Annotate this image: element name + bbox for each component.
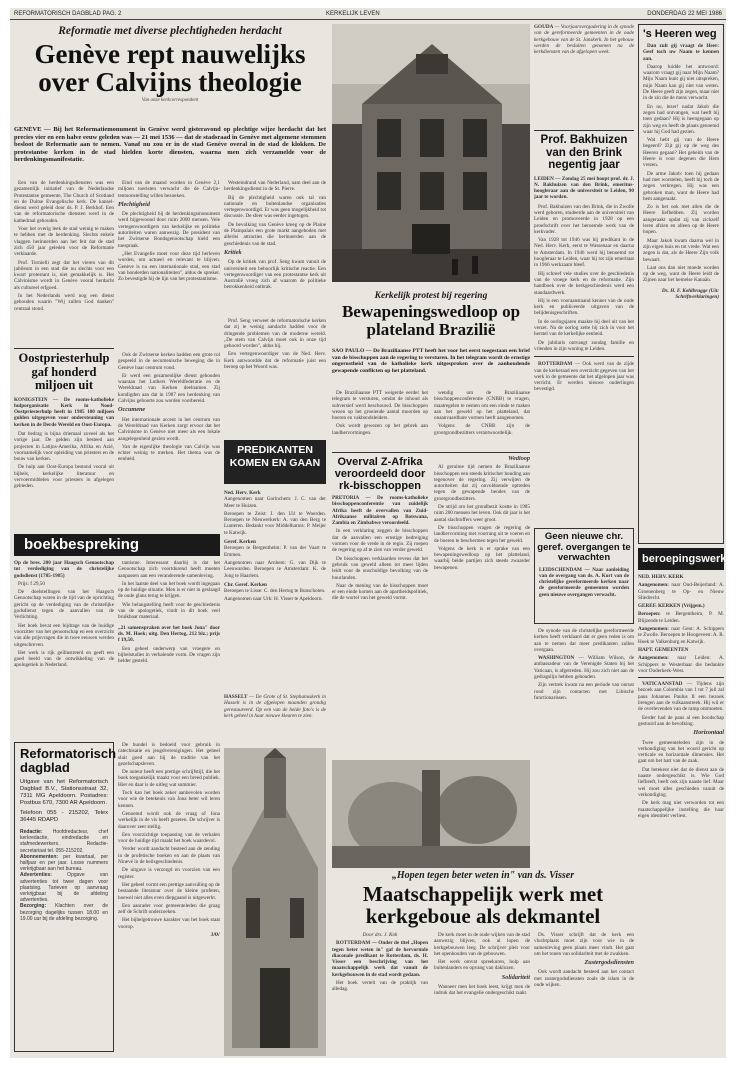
running-head [10, 8, 726, 20]
maatschappelijk-col-2: De kerk moet in de oude wijken van de stad aanwezig blijven, ook al lopen de kerkgebouwen leeg. De schrijver pleit voor het openhouden van de gebouwen. Het werk omvat spreekuren, hulp aan buitenlanders en opvang van daklozen. Solidariteit Wanneer men het boek leest, krijgt men de indruk dat het evangelie ondergeschikt raakt. [434, 932, 530, 997]
hasselt-interior-illustration [332, 760, 530, 868]
wedloop-subhead: Wedloop [508, 456, 530, 462]
brazilie-kicker: Kerkelijk protest bij regering [374, 291, 488, 301]
bakhuizen-dateline: LEIDEN — Zondag 25 mei hoopt prof. dr. J. N. Bakhuizen van den Brink, emeritus-hoogleraar aan de universiteit te Leiden, 90 jaar te worden. [534, 175, 634, 201]
lead-headline: Genève rept nauwelijks over Calvijns theologie [34, 39, 306, 97]
predikanten-list: Ned. Herv. Kerk Aangenomen naar Gorinchem: J. C. van der Meer te Huizen. Beroepen te Zeist: J. den Uil te Woerden. Beroepen te Nieuwerkerk: A. van den Berg te Lunteren. Bedankt voor Middelharnis: P. Meijer te Katwijk. Geref. Kerken Beroepen te Bergentheim: P. van der Vaart te Emmen. Aangenomen naar Arnhem: G. van Dijk te Leeuwarden. Beroepen te Amsterdam: K. de Jong te Haarlem. Chr. Geref. Kerken Beroepen te Lisse: C. den Hertog te Bunschoten. Aangenomen naar Urk: H. Visser te Apeldoorn. [224, 490, 326, 603]
boekbespreking-col-2b: De bundel is bedoeld voor gebruik in catechisatie en jeugdverenigingen. Het geheel sluit goed aan bij de traditie van het gezelschapsleven. De auteur heeft een prettige schrijfstijl, die het boek toegankelijk maakt voor een breed publiek. Hier en daar is de uitleg wat summier. Toch kan het boek zeker aanbevolen worden voor wie de betekenis van Jona beter wil leren kennen. Genoemd wordt ook de vraag of Jona werkelijk in de vis heeft gezeten. De schrijver is daarover zeer stellig. Een voorzichtige toepassing van de verhalen voor de huidige tijd maakt het boek waardevol. Verder wordt aandacht besteed aan de zending in de profetische boeken en aan de plaats van Ninevé in de heilsgeschiedenis. De uitgave is verzorgd en voorzien van een register. Het geheel vormt een prettige aanvulling op de bestaande literatuur over de kleine profeten, hoewel niet alles even diepgaand is uitgewerkt. Een aanrader voor gemeenteleden die graag zelf de Schrift onderzoeken. Het bijbelgetrouwe karakter van het boek staat voorop. JAV [118, 742, 220, 939]
photo-bottom-caption-text: De Grote of St. Stephanuskerk in Hasselt is in de afgelopen maanden grondig gerestaureerd. Op een van de beide foto's is de kerk geheel in haar nieuwe kleuren te zien. [224, 694, 326, 719]
boek-review-title: Op de bres. 200 jaar Haagsch Genootschap tot verdediging van de christelijke godsdienst (1785-1985) [14, 560, 114, 579]
lead-kicker: Reformatie met diverse plechtigheden herdacht [58, 25, 282, 37]
predikanten-text-1: Aangenomen naar Gorinchem: J. C. van der Meer te Huizen. [224, 496, 326, 509]
boekbespreking-banner: boekbespreking [14, 534, 220, 556]
lead-body-col-3b: Prof. Seng verweet de reformatorische kerken dat zij te weinig aandacht hadden voor de dringende problemen van de moderne wereld. „De stem van Calvijn moet ook in onze tijd gehoord worden", aldus hij. Een vertegenwoordiger van de Ned. Herv. Kerk antwoordde dat de reformatie juist een beroep op het Woord was. [224, 318, 326, 371]
geen-nieuwe-box [534, 528, 634, 624]
photo-top-caption: GOUDA — Voorjaarsvergadering in de synode van de gereformeerde gemeenten in de oude kerkgebouw van de St. Janskerk. In het gebouw werden de besluiten genomen na de kerkdiensten van de afgelopen week. [534, 24, 634, 56]
afrika-col-2: Wedloop Al geruime tijd nemen de Braziliaanse bisschoppen een steeds kritischer houding aan tegenover de regering. Zij verwijten de autoriteiten dat zij onvoldoende optreden tegen de gewapende bendes van de grootgrondbezitters. De strijd om het grondbezit kostte in 1985 ruim 200 mensen het leven. Ook dit jaar is het aantal slachtoffers weer groot. De bisschoppen vragen de regering de landhervorming met voorrang uit te voeren en de boeren te beschermen tegen het geweld. Volgens de kerk is er sprake van een bewapeningswedloop op het platteland, waarbij beide partijen zich steeds zwaarder bewapenen. [434, 456, 530, 571]
brazilie-col-2: wendig om de Braziliaanse bisschoppenconferentie (CNBB) te vragen, maatregelen te nemen om een einde te maken aan het geweld op het platteland, dat onaanvaardbare vormen heeft aangenomen. Volgens de CNBB zijn de grootgrondbezitters verantwoordelijk. [434, 390, 530, 436]
maatschappelijk-col-1: Door drs. J. Kok ROTTERDAM — Onder de titel „Hopen tegen beter weten in" gaf de hervormde diaconale predikant te Rotterdam, ds. H. Visser een beschrijving van het maatschappelijk werk dat vanuit de kerkgebouwen in de stad wordt gedaan. Het boek vertelt van de praktijk van alledag. [332, 932, 428, 993]
brazilie-dateline: SAO PAULO — De Braziliaanse PTT heeft het voor het eerst toegestaan een brief van de bisschoppen aan de regering te versturen. In het telegram wordt de ernstige ongerustheid van de katholieke kerk uitgesproken over de aanhoudende gewapende conflicten op het platteland. [332, 348, 530, 374]
running-head-left: REFORMATORISCH DAGBLAD PAG. 2 [14, 11, 122, 17]
geen-nieuwe-headline: Geen nieuwe chr. geref. overgangen te verwachten [537, 531, 631, 563]
ostpriester-dateline: KONIGSTEIN — De rooms-katholieke hulporganisatie Kerk in Nood-Oostpriesterhulp heeft in 1985 100 miljoen gulden uitgegeven voor ondersteuning van kerken in de Derde Wereld en Oost-Europa. [14, 396, 114, 428]
photo-bottom-caption: HASSELT — De Grote of St. Stephanuskerk in Hasselt is in de afgelopen maanden grondig gerestaureerd. Op een van de beide foto's is de kerk geheel in haar nieuwe kleuren te zien. [224, 692, 326, 748]
heeren-weg-box: 's Heeren weg Dan zult gij vraagt de Heer: Geef toch uw Naam te kennen aan. Daarop luidde het antwoord: waarom vraagt gij naar Mijn Naam? Mijn Naam kunt gij niet uitspreken, mijn Naam kan gij niet van weten. De Heere geeft zijn zegen, maar niet in de zin die de mens verwacht. En nu, lezer! nadat Jakob die zegen had ontvangen, wat heeft hij toen gedaan? Hij is heengegaan op zijn weg en heeft de plaats genoemd waar hij God had gezien. Wat hebt gij van de Heere begeerd? Zijt gij op de weg des Heeren gegaan? Het geheim van de Heere is voor degenen die Hem vrezen. De arme Jakob: toen hij gedaan had met worstelen, heeft hij toch de zegen verkregen. Hij was een gebroken man, want de Heere had hem aangeraakt. Zo is het ook met allen die de Heere liefhebben. Zij worden aangeraakt opdat zij van zichzelf leren afzien en alleen op de Heere hopen. Maar Jakob kwam daarna wel in zijn eigen huis en tot vrede. Wat een zegen is dat, als de Heere Zijn volk bewaart. Laat ons dan niet moede worden op de weg, want de Heere leidt de Zijnen naar het hemelse Kanaän. Ds. H. F. Kohlbrugge (Uit: Schriftverklaringen) [638, 24, 724, 544]
heeren-weg-title: 's Heeren weg [643, 28, 717, 40]
photo-church-gouda [332, 24, 530, 282]
heeren-weg-byline: Ds. H. F. Kohlbrugge (Uit: Schriftverklaringen) [661, 287, 719, 300]
reformatorisch-colofon: Reformatorisch dagblad Uitgave van het Reformatorisch Dagblad B.V., Stationsstraat 32, 7311 MG Apeldoorn. Postadres: Postbus 670, 7300 AR Apeldoorn. Telefoon 055 - 215202, Telex 36445 RDAPD Redactie: Hoofdredacteur, chef kerkredactie, eindredactie en stafmedewerkers. Redactie-secretariaat tel. 055-215202. Abonnementen: per kwartaal, per halfjaar en per jaar. Losse nummers verkrijgbaar aan het bureau. Advertenties: Opgave van advertenties tot twee dagen voor plaatsing. Tarieven op aanvraag verkrijgbaar bij de afdeling advertenties. Bezorging: Klachten over de bezorging dagelijks tussen 18.00 en 19.00 uur bij de afdeling bezorging. [14, 742, 114, 1052]
colofon-title: Reformatorisch dagblad [20, 746, 117, 775]
brazilie-headline-block [332, 290, 530, 350]
lead-body-col-2: Eind van de maand worden in Genève 2,1 miljoen toeristen verwacht die de Calvijn-tentoonstelling willen bezoeken. Plechtigheid De plechtigheid bij de herdenkingsmonument werd bijgewoond door ruim 2000 mensen. Vele vertegenwoordigers van kerkelijke en politieke autoriteiten waren aanwezig. De president van het Zwitserse Bondsgenootschap hield een toespraak. „Het Evangelie moet voor deze tijd herleven worden, om actueel en relevant te blijven. Genève is nu een internationale stad, een stad van honderden nationaliteiten", aldus de spreker. Zo bevestigde hij de lijn van het protestantisme. [118, 180, 220, 283]
lead-subhead-occumene: Occumene [118, 406, 146, 414]
lead-body-col-1: Een van de herdenkingsdiensten was een gezamenlijk initiatief van de Nederlandse Protestantse gemeente, The Church of Scotland en de Duitse Evangelische kerk. De kansel-dienst werd geleid door ds. P. J. Berkhof. Een van de reformatorische diensten werd in de kathedraal gehouden. Voor het overig leek de stad weinig te maken te hebben met de herdenking. Slechts enkele vlaggen herinnerden aan het feit dat de stad zich 450 jaar geleden voor de Reformatie verklaarde. Prof. Tornielli zegt dat het vieren van dit jubileum in een stad die nu slechts voor een kwart protestant is, niet gemakkelijk is. Het Calvinisme wordt in Genève vooral herdacht als cultureel erfgoed. In het Nederlands werd nog een dienst gehouden waarin "Wij zullen God danken" centraal stond. [14, 180, 114, 312]
maatschappelijk-col-3: Ds. Visser schrijft dat de kerk een vluchtplaats moet zijn voor wie in de samenleving geen plaats meer vindt. Het gaat om het tonen van solidariteit met de zwakken. Zustergodsdiensten Ook wordt aandacht besteed aan het contact met zustergodsdiensten zoals de islam in de oude wijken. [534, 932, 634, 989]
lead-intro [14, 126, 326, 174]
maatschappelijk-kicker: „Hopen tegen beter weten in" van ds. Visser [391, 870, 575, 881]
maatschappelijk-headline: Maatschappelijk werk met kerkgeboue als dekmantel [362, 882, 604, 928]
brazilie-col-1: De Braziliaanse PTT weigerde eerder het telegram te versturen, omdat de inhoud als subversief werd beschouwd. De bisschoppen wezen op het groeiende aantal moorden op boeren en vakbondsleiders. Ook wordt gewezen op het gebrek aan landhervormingen. [332, 390, 428, 436]
photo-hasselt-interior [332, 760, 530, 868]
lead-body-col-3: Westeindrand van Nederland, nam deel aan de herdenkingsdienst in de St. Pierre. Bij de plechtigheid waren ook tal van nationale en buitenlandse organisaties vertegenwoordigd. Er was geen mogelijkheid tot discussie. De sfeer was eerder ingetogen. De bevolking van Genève kreeg op de Plaine de Plainpalais een grote markt aangeboden met allerlei attracties die herinnerden aan de geschiedenis van de stad. Kritiek Op de kritiek van prof. Seng kwam vanuit de universiteit een behoorlijk kritische reactie. Een vertegenwoordiger van een protestantse kerk uit Australië vroeg zich af waarom de politieke betrokkenheid ontbrak. [224, 180, 326, 291]
maatschappelijk-headline-block [332, 870, 634, 930]
horizontaal-subhead: Horizontaal [693, 729, 724, 737]
colofon-line-2: Telefoon 055 - 215202, Telex 36445 RDAPD [20, 810, 108, 823]
afrika-headline: Overval Z-Afrika veroordeeld door rk-bisschoppen [334, 456, 426, 492]
ostpriester-headline: Oostpriesterhulp gaf honderd miljoen uit [18, 352, 110, 392]
boekbespreking-col-2: tantisme. Interessant daarbij is dat het Genootschap zich voortdurend heeft moeten aanpassen aan een veranderende samenleving. In het laatste deel van het boek wordt ingegaan op de huidige situatie. Men is er niet in geslaagd de oude glans terug te krijgen. Wie belangstelling heeft voor de geschiedenis van de apologetiek, vindt in dit boek veel bruikbaar materiaal. „21 samenspraken over het boek Jona" door ds. M. Hoek; uitg. Den Hertog, 212 blz.; prijs f 19,50. Een geheel onderwerp van vroegere en bijbelstudies in verhalende vorm. De vragen zijn helder gesteld. [118, 560, 220, 665]
geen-nieuwe-dateline: LEIDSCHENDAM — Naar aanleiding van de overgang van ds. A. Kort van de christelijke gereformeerde kerken naar de gereformeerde gemeenten worden geen nieuwe overgangen verwacht. [539, 566, 629, 598]
maatschappelijk-byline: Door drs. J. Kok [362, 932, 398, 938]
lead-byline: Van onze kerkcorrespondent [141, 98, 199, 103]
church-photo-illustration [332, 24, 530, 282]
photo-top-caption-lead: GOUDA [534, 24, 554, 30]
boekbespreking-col-1: Op de bres. 200 jaar Haagsch Genootschap tot verdediging van de christelijke godsdienst (1785-1985) Prijs: f 29,50 De doelstellingen van het Haagsch Genootschap waren in de tijd van de oprichting gericht op de verdediging van de christelijke godsdienst tegen de aanvallen van de Verlichting. Het boek bevat een bijdrage van de huidige voorzitter van het genootschap en een overzicht van alle prijsvragen die in twee eeuwen werden uitgeschreven. Het werk is rijk geïllustreerd en geeft een goed beeld van de ontwikkeling van de apologetiek in Nederland. [14, 560, 114, 669]
newspaper-page [10, 8, 726, 1058]
beroepingswerk-banner: beroepingswerk [638, 548, 724, 570]
predikanten-head-3: Chr. Geref. Kerken [224, 581, 267, 588]
lead-intro-text: GENÈVE — Bij het Reformatiemonument in Genève werd gisteravond op plechtige wijze herdacht dat het precies vier en een halve eeuw geleden was — 21 mei 1536 — dat de stadsraad in Genève met algemene stemmen besloot de Reformatie aan te nemen. Vanaf nu zou er in de stad Genève overal in de stad de klokken. De protestantse kerken in de stad hielden korte diensten, waarna men zich verzamelde voor de herdenkingsmanifestatie. [14, 126, 326, 164]
boek-price: f 29,50 [30, 580, 45, 587]
running-head-right: DONDERDAG 22 MEI 1986 [647, 11, 722, 17]
beroepingswerk-list: NED. HERV. KERK Aangenomen: naar Oud-Beijerland: A. Groenenberg te Op- en Nieuw Sliedrecht. GEREF. KERKEN (Vrijgem.) Beroepen: te Bergentheim, P. M. Blijzende te Leiden. Aangenomen: naar Gent: A. Schippers te Zwolle. Beroepen te Hoogeveen: A. R. Hoek te Valkenburg en Katwijk. HAPT. GEMEENTEN Aangenomen: naar Leiden: A. Schippers te Westerhaar die bedankte voor Ouderkerk-West. VATICAANSTAD — Tijdens zijn bezoek aan Colombia van 1 tot 7 juli zal paus Johannes Paulus II een bezoek brengen aan de vulkaanstreek. Hij wil er de overlevenden van de ramp ontmoeten. Eerder had de paus al een boodschap gestuurd aan de bevolking. Horizontaal Twee gemeenteleden zijn in de verkondiging van het woord gericht op verticale en horizontale dimensies. Het gaat om het hart van de zaak. Dat betekent niet dat de dienst aan de naaste ondergeschikt is. Wie God liefheeft, heeft ook zijn naaste lief. Maar wel moet alles geschieden vanuit de verkondiging. De kerk mag niet verworden tot een maatschappelijke instelling die haar eigen identiteit verliest. [638, 574, 724, 819]
lead-body-col-2b: Ook de Zwitserse kerken hadden een grote rol gespeeld in de oecumenische beweging die in Genève haar centrum vond. Er werd een gezamenlijke dienst gehouden waaraan het Luthers Wereldfederatie en de Wereldraad van Kerken deelnamen. Zij kondigden aan dat in 1987 een herdenking van Calvijns geboorte zou worden voorbereid. Occumene Het internationale accent in het centrum van de Wereldraad van Kerken zorgt ervoor dat het Calvinisme in Genève niet meer als een lokale aangelegenheid gezien wordt. Van de eigenlijke theologie van Calvijn was echter weinig te merken. Het thema was de eenheid. [118, 352, 220, 463]
predikanten-banner: PREDIKANTEN KOMEN EN GAAN [224, 440, 326, 484]
colofon-line-1: Uitgave van het Reformatorisch Dagblad B.V., Stationsstraat 32, 7311 MG Apeldoorn. Postadres: Postbus 670, 7300 AR Apeldoorn. [20, 779, 108, 806]
lead-headline-block [14, 24, 326, 124]
photo-bottom-caption-lead: HASSELT [224, 694, 248, 700]
hasselt-exterior-illustration [224, 748, 326, 1056]
photo-top-caption-text: Voorjaarsvergadering in de synode van de gereformeerde gemeenten in de oude kerkgebouw van de St. Janskerk. In het gebouw werden de besluiten genomen na de kerkdiensten van de afgelopen week. [534, 24, 634, 56]
ostpriester-article: Oostpriesterhulp gaf honderd miljoen uit KONIGSTEIN — De rooms-katholieke hulporganisatie Kerk in Nood-Oostpriesterhulp heeft in 1985 100 miljoen gulden uitgegeven voor ondersteuning van kerken in de Derde Wereld en Oost-Europa. Dat bedrag is bijna driemaal zoveel als het vorige jaar. De gelden zijn besteed aan projecten in Latijns-Amerika, Afrika en Azië, voornamelijk voor opleiding van priesters en de bouw van kerken. De hulp aan Oost-Europa bestond vooral uit bijbels, kerkelijke literatuur en vervoermiddelen voor priesters in afgelegen gebieden. [14, 352, 114, 490]
bakhuizen-headline: Prof. Bakhuizen van den Brink negentig jaar [540, 134, 628, 171]
afrika-article: Overval Z-Afrika veroordeeld door rk-bisschoppen PRETORIA — De rooms-katholieke bisschoppenconferentie van zuidelijk Afrika heeft de overvallen van Zuid-Afrikaanse militairen op Botswana, Zambia en Zimbabwe veroordeeld. In een verklaring zeggen de bisschoppen dat de aanvallen een ernstige bedreiging vormen voor de vrede in de regio. Zij roepen de regering op af te zien van verder geweld. De bisschoppen verklaarden tevens dat het gebruik van geweld alleen tot meer lijden leidt voor de onschuldige bevolking van de buurlanden. Naar de mening van de bisschoppen moet er een einde komen aan de apartheidspolitiek, die de wortel van het geweld vormt. [332, 456, 428, 602]
afrika-dateline: PRETORIA — De rooms-katholieke bisschoppenconferentie van zuidelijk Afrika heeft de overvallen van Zuid-Afrikaanse militairen op Botswana, Zambia en Zimbabwe veroordeeld. [332, 495, 428, 527]
bakhuizen-article: Prof. Bakhuizen van den Brink negentig jaar LEIDEN — Zondag 25 mei hoopt prof. dr. J. N. Bakhuizen van den Brink, emeritus-hoogleraar aan de universiteit te Leiden, 90 jaar te worden. Prof. Bakhuizen van den Brink, die in Zwolle werd geboren, studeerde aan de universiteit van Leiden en promoveerde in 1928 op een proefschrift over het beroemde werk van de kerkvader. Van 1928 tot 1946 was hij predikant in de Ned. Herv. Kerk, eerst te Wassenaar en daarna te Amsterdam. In 1946 werd hij benoemd tot hoogleraar te Leiden, waar hij tot zijn emeritaat in 1966 werkzaam bleef. Hij schreef vele studies over de geschiedenis van de vroege kerk en de reformatie. Zijn handboek over de kerkgeschiedenis werd een standaardwerk. Hij is een vooraanstaand kenner van de oude kerk en publiceerde uitgaven van de belijdenisgeschriften. In de oorlogsjaren maakte hij deel uit van het verzet. Na de oorlog zette hij zich in voor het herstel van de kerkelijke eenheid. De jubilaris ontvangt zondag familie en vrienden in zijn woning te Leiden. ROTTERDAM — Ook werd van de zijde van de kerkeraad een overzicht gegeven van het werk in de gemeente dat het afgelopen jaar was verricht. Er werden nieuwe ouderlingen bevestigd. [534, 134, 634, 393]
predikanten-head-2: Geref. Kerken [224, 539, 256, 546]
predikanten-text-2: Beroepen te Bergentheim: P. van der Vaart te Emmen. [224, 545, 326, 558]
geen-nieuwe-body: De synode van de christelijke gereformeerde kerken heeft verklaard dat er geen reden is om aan te nemen dat meer predikanten zullen overgaan. WASHINGTON — William Wilson, de ambassadeur van de Verenigde Staten bij het Vaticaan, is afgetreden. Hij zou zich niet aan de gedragslijn hebben gehouden. Zijn vertrek kwam na een periode van onrust rond zijn contacten met Libische functionarissen. [534, 628, 634, 701]
maatschappelijk-subhead-1: Solidariteit [501, 973, 530, 981]
brazilie-intro [332, 348, 530, 388]
predikanten-text-3: Beroepen te Lisse: C. den Hertog te Bunschoten. [224, 588, 326, 595]
running-head-center: KERKELIJK LEVEN [326, 11, 380, 17]
lead-subhead-plechtigheid: Plechtigheid [118, 200, 150, 208]
brazilie-headline: Bewapeningswedloop op plateland Brazilië [341, 302, 521, 339]
maatschappelijk-subhead-2: Zustergodsdiensten [584, 959, 634, 967]
predikanten-head-1: Ned. Herv. Kerk [224, 490, 261, 496]
